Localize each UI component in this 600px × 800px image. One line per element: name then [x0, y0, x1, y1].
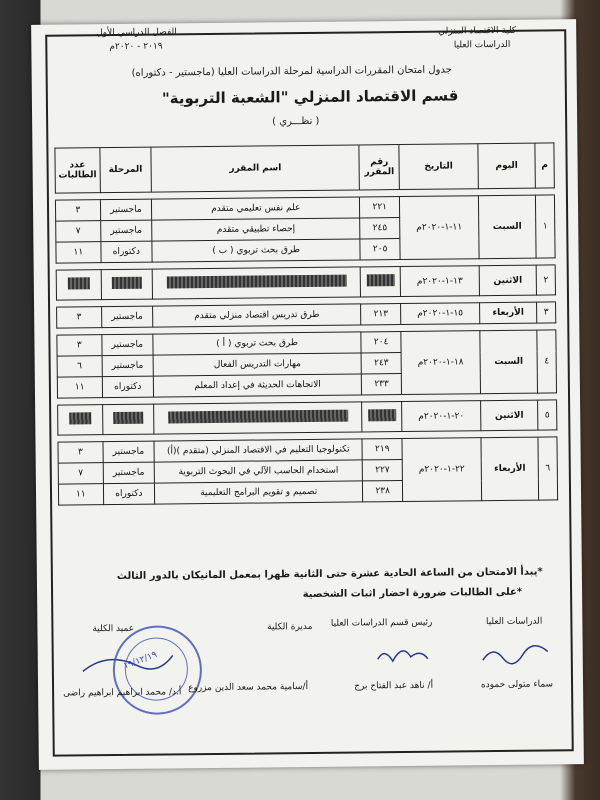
cell-day: الأربعاء — [481, 437, 539, 501]
cell-count: ٧ — [58, 463, 103, 484]
redaction-bar — [166, 275, 346, 289]
cell-code: ٢٢٧ — [363, 460, 403, 481]
cell-code: ٢٤٣ — [361, 353, 401, 374]
signature-title-2: رئيس قسم الدراسات العليا — [330, 617, 433, 629]
cell-course: تصميم و تقويم البرامج التعليمية — [154, 481, 363, 504]
cell-date: ١١-١-٢٠٢٠م — [399, 196, 479, 260]
cell-course-blank — [154, 402, 363, 434]
cell-course: مهارات التدريس الفعال — [153, 353, 362, 376]
cell-level: ماجستير — [100, 220, 152, 242]
document-subtitle: جدول امتحان المقررات الدراسية لمرحلة الدراسات العليا (ماجستير - دكتوراه) — [131, 64, 452, 79]
signature-scribble-1 — [478, 639, 558, 670]
exam-type: ( نظـــري ) — [272, 115, 320, 128]
cell-count-blank — [56, 270, 101, 300]
header-code: رقم المقرر — [359, 145, 399, 190]
cell-num: ٢ — [536, 265, 555, 295]
table-row — [58, 437, 557, 463]
signature-title-3: مديرة الكلية — [267, 621, 313, 633]
cell-course: الاتجاهات الحديثة في إعداد المعلم — [153, 374, 362, 397]
cell-code: ٢١٣ — [361, 304, 401, 325]
cell-code: ٢١٩ — [362, 439, 402, 460]
cell-code: ٢٠٤ — [361, 332, 401, 353]
cell-level-blank — [102, 404, 154, 435]
signature-name-3: أ/سامية محمد سعد الدين مزروع — [188, 682, 309, 694]
cell-level: ماجستير — [103, 441, 155, 463]
exam-time-note: *يبدأ الامتحان من الساعة الحادية عشرة حتى الثانية ظهرا بمعمل المانيكان بالدور الثالث — [116, 566, 543, 583]
cell-count: ٣ — [55, 200, 100, 221]
redaction-bar — [69, 412, 91, 424]
document-title: قسم الاقتصاد المنزلي "الشعبة التربوية" — [161, 86, 459, 108]
header-course: اسم المقرر — [151, 145, 360, 192]
cell-count: ١١ — [58, 484, 103, 505]
header-date: التاريخ — [399, 144, 478, 190]
cell-level: ماجستير — [102, 355, 154, 377]
cell-count: ٣ — [57, 335, 102, 356]
cell-day: الاثنين — [481, 400, 538, 431]
stamp-date: ١٩/١٢/١٩ — [122, 649, 159, 672]
cell-num: ٥ — [538, 400, 557, 430]
cell-level: ماجستير — [100, 199, 152, 221]
signature-name-2: أ/ ناهد عبد الفتاح برج — [354, 680, 434, 692]
cell-count-blank — [58, 405, 103, 435]
cell-day: السبت — [480, 330, 538, 394]
redaction-bar — [168, 410, 348, 424]
cell-count: ٦ — [57, 356, 102, 377]
redaction-bar — [368, 409, 396, 421]
cell-code: ٢٠٥ — [360, 239, 400, 260]
signature-title-1: الدراسات العليا — [485, 616, 543, 628]
cell-day: الاثنين — [479, 265, 536, 296]
cell-count: ١١ — [56, 242, 101, 263]
academic-year: ٢٠١٩ - ٢٠٢٠م — [109, 41, 163, 53]
redaction-bar — [112, 277, 142, 289]
redaction-bar — [366, 274, 394, 286]
cell-day: الأربعاء — [480, 302, 537, 324]
cell-level: دكتوراه — [101, 241, 153, 263]
cell-course: إحصاء تطبيقي متقدم — [152, 218, 361, 241]
cell-code: ٢٣٣ — [362, 374, 402, 395]
cell-course: طرق بحث تربوي ( ب ) — [152, 239, 361, 262]
cell-level-blank — [101, 269, 153, 300]
header-num: م — [535, 143, 554, 188]
cell-code-blank — [361, 267, 401, 297]
signature-scribble-2 — [373, 639, 433, 670]
cell-code: ٢٤٥ — [360, 218, 400, 239]
cell-code-blank — [362, 402, 402, 432]
cell-code: ٢٢١ — [360, 197, 400, 218]
table-header-row — [55, 143, 554, 193]
header-count: عدد الطالبات — [55, 148, 100, 193]
cell-level: دكتوراه — [102, 376, 154, 398]
redaction-bar — [68, 277, 90, 289]
redaction-bar — [113, 412, 143, 424]
cell-num: ٤ — [537, 330, 557, 393]
header-day: اليوم — [478, 143, 536, 189]
id-note: *على الطالبات ضرورة احضار اثبات الشخصية — [302, 586, 523, 601]
table-row — [57, 330, 556, 356]
cell-level: ماجستير — [101, 306, 153, 328]
cell-course-blank — [152, 267, 361, 299]
cell-level: دكتوراه — [103, 483, 155, 505]
cell-count: ٧ — [56, 221, 101, 242]
semester-label: الفصل الدراسي الأول — [96, 27, 177, 39]
cell-course: علم نفس تعليمي متقدم — [151, 197, 360, 220]
cell-course: تكنولوجيا التعليم في الاقتصاد المنزلي (متقدم )(أ) — [154, 439, 363, 462]
cell-date: ١٣-١-٢٠٢٠م — [400, 266, 479, 297]
cell-course: استخدام الحاسب الآلي في البحوث التربوية — [154, 460, 363, 483]
cell-level: ماجستير — [103, 462, 155, 484]
cell-num: ٦ — [538, 437, 558, 500]
cell-day: السبت — [478, 195, 536, 259]
cell-course: طرق بحث تربوي ( أ ) — [153, 332, 362, 355]
cell-date: ١٨-١-٢٠٢٠م — [401, 331, 481, 395]
exam-schedule-table — [54, 142, 558, 505]
cell-date: ٢٠-١-٢٠٢٠م — [402, 401, 481, 432]
cell-code: ٢٣٨ — [363, 481, 403, 502]
cell-count: ١١ — [57, 377, 102, 398]
department-name: الدراسات العليا — [453, 39, 511, 51]
header-level: المرحلة — [100, 147, 152, 193]
signature-title-4: عميد الكلية — [92, 623, 135, 635]
college-name: كلية الاقتصاد المنزلي — [438, 25, 517, 37]
table-row — [55, 195, 554, 221]
document-page — [31, 19, 584, 770]
cell-count: ٣ — [57, 307, 102, 328]
signature-name-1: سماء متولى حموده — [480, 679, 554, 691]
cell-date: ١٥-١-٢٠٢٠م — [401, 303, 480, 325]
cell-course: طرق تدريس اقتصاد منزلي متقدم — [153, 304, 362, 327]
cell-num: ١ — [536, 195, 556, 258]
cell-num: ٣ — [537, 302, 556, 323]
cell-count: ٣ — [58, 442, 103, 463]
cell-date: ٢٢-١-٢٠٢٠م — [402, 438, 482, 502]
cell-level: ماجستير — [102, 334, 154, 356]
signature-name-4: أ.د/ محمد ابراهيم ابراهيم راضى — [63, 687, 182, 699]
